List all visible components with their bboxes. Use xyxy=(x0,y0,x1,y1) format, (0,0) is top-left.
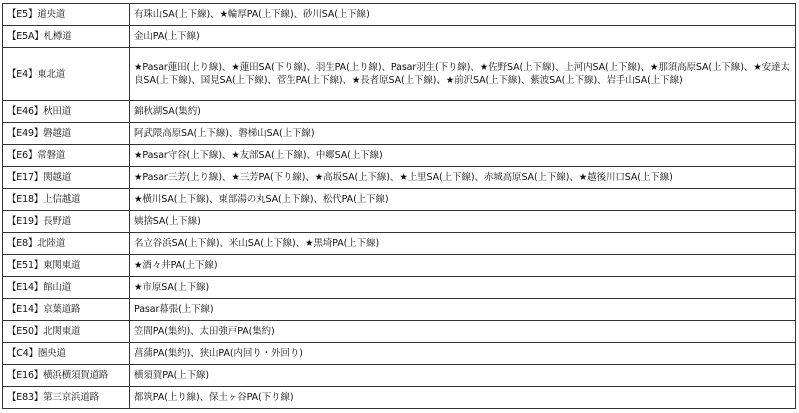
table-row xyxy=(3,299,796,321)
service-areas-cell: 都筑PA(上り線)、保土ヶ谷PA(下り線) xyxy=(130,387,796,409)
route-name-cell: 【E49】磐越道 xyxy=(3,123,130,145)
service-areas-cell: ★市原SA(上下線) xyxy=(130,277,796,299)
service-areas-cell: 横須賀PA(上下線) xyxy=(130,365,796,387)
service-areas-cell: 菖蒲PA(集約)、狭山PA(内回り・外回り) xyxy=(130,343,796,365)
route-name-cell: 【E83】第三京浜道路 xyxy=(3,387,130,409)
table-body xyxy=(3,4,796,409)
route-name-cell: 【E18】上信越道 xyxy=(3,189,130,211)
service-areas-cell: 名立谷浜SA(上下線)、米山SA(上下線)、★黒埼PA(上下線) xyxy=(130,233,796,255)
table-row xyxy=(3,4,796,26)
service-areas-cell: Pasar幕張(上下線) xyxy=(130,299,796,321)
table-row xyxy=(3,277,796,299)
service-areas-cell: 金山PA(上下線) xyxy=(130,26,796,48)
service-areas-cell: 姨捨SA(上下線) xyxy=(130,211,796,233)
service-areas-cell: ★Pasar蓮田(上り線)、★蓮田SA(下り線)、羽生PA(上り線)、Pasar羽生(下り線)、★佐野SA(上下線)、上河内SA(上下線)、★那須高原SA(上下線)、★安達太良SA(上下線)、国見SA(上下線)、菅生PA(上下線)、★長者原SA(上下線)、★前沢SA(上下線)、紫波SA(上下線)、岩手山SA(上下線) xyxy=(130,48,796,101)
table-row xyxy=(3,255,796,277)
route-name-cell: 【E51】東関東道 xyxy=(3,255,130,277)
service-areas-cell: 錦秋湖SA(集約) xyxy=(130,101,796,123)
route-name-cell: 【E8】北陸道 xyxy=(3,233,130,255)
route-name-cell: 【C4】圏央道 xyxy=(3,343,130,365)
service-areas-cell: 阿武隈高原SA(上下線)、磐梯山SA(上下線) xyxy=(130,123,796,145)
table-row xyxy=(3,233,796,255)
table-row xyxy=(3,189,796,211)
table-row xyxy=(3,211,796,233)
service-areas-cell: ★Pasar守谷(上下線)、★友部SA(上下線)、中郷SA(上下線) xyxy=(130,145,796,167)
table-row xyxy=(3,365,796,387)
route-name-cell: 【E50】北関東道 xyxy=(3,321,130,343)
route-name-cell: 【E6】常磐道 xyxy=(3,145,130,167)
service-areas-cell: 有珠山SA(上下線)、★輪厚PA(上下線)、砂川SA(上下線) xyxy=(130,4,796,26)
highway-service-area-table xyxy=(2,3,796,409)
route-name-cell: 【E19】長野道 xyxy=(3,211,130,233)
service-areas-cell: ★酒々井PA(上下線) xyxy=(130,255,796,277)
route-name-cell: 【E14】京葉道路 xyxy=(3,299,130,321)
route-name-cell: 【E5】道央道 xyxy=(3,4,130,26)
route-name-cell: 【E46】秋田道 xyxy=(3,101,130,123)
table-row xyxy=(3,321,796,343)
table-row xyxy=(3,123,796,145)
table-row xyxy=(3,145,796,167)
route-name-cell: 【E17】関越道 xyxy=(3,167,130,189)
table-row xyxy=(3,101,796,123)
table-row xyxy=(3,387,796,409)
table-row xyxy=(3,26,796,48)
service-areas-cell: 笠間PA(集約)、太田強戸PA(集約) xyxy=(130,321,796,343)
route-name-cell: 【E5A】札樽道 xyxy=(3,26,130,48)
service-areas-cell: ★横川SA(上下線)、東部湯の丸SA(上下線)、松代PA(上下線) xyxy=(130,189,796,211)
route-name-cell: 【E16】横浜横須賀道路 xyxy=(3,365,130,387)
table-row xyxy=(3,167,796,189)
route-name-cell: 【E14】館山道 xyxy=(3,277,130,299)
table-row xyxy=(3,343,796,365)
service-areas-cell: ★Pasar三芳(上り線)、★三芳PA(下り線)、★高坂SA(上下線)、★上里SA(上下線)、赤城高原SA(上下線)、★越後川口SA(上下線) xyxy=(130,167,796,189)
route-name-cell: 【E4】東北道 xyxy=(3,48,130,101)
table-row xyxy=(3,48,796,101)
